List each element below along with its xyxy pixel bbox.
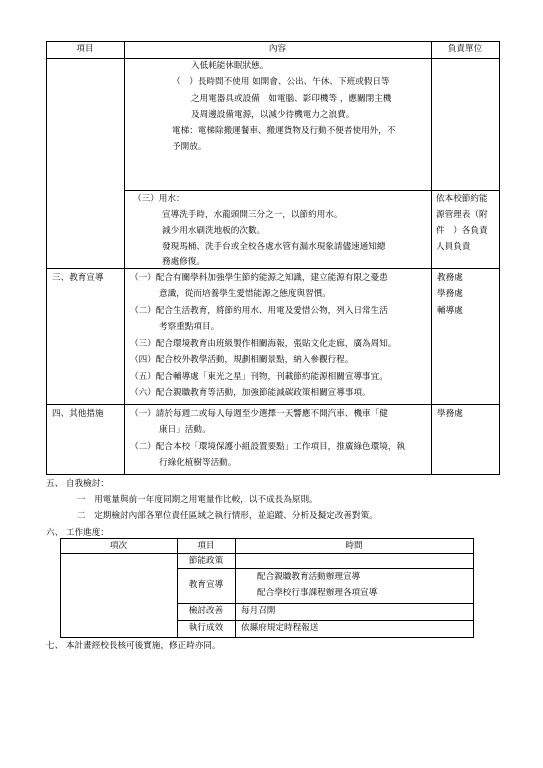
content-line: 及周邊設備電源，以減少待機電力之浪費。 [191, 110, 355, 120]
section-7-text: 七、 本計畫經校長核可後實施，修正時亦同。 [46, 641, 221, 651]
header-content: 內容 [268, 44, 287, 54]
row-item-label: 四、其他措施 [52, 409, 104, 419]
section-5-item: 一 用電量與前一年度同期之用電量作比較，以不成長為原則。 [77, 495, 318, 505]
table-rule [60, 538, 61, 638]
content-line: （一）請於每週二或每人每週至少選擇一天響應不開汽車、機車「健 [130, 409, 388, 419]
content-line: （六）配合親職教育等活動，加強節能減碳政策相關宣導事項。 [130, 388, 371, 398]
progress-row-time: 配合親職教育活動辦理宣導 [257, 572, 361, 582]
header-unit: 負責單位 [447, 44, 483, 54]
section-6-title: 六、 工作進度： [46, 528, 109, 538]
unit-line: 學務處 [437, 289, 463, 299]
content-line: （二）配合本校「環境保護小組設置要點」工作項目，推廣綠色環境，執 [130, 442, 406, 452]
content-line: （四）配合校外教學活動，規劃相關景點，納入參觀行程。 [130, 355, 354, 365]
content-line: 行綠化植樹等活動。 [159, 458, 237, 468]
content-line: （三）配合環境教育由班級製作相關海報，張貼文化走廊，廣為周知。 [130, 339, 397, 349]
table-rule [235, 538, 236, 638]
table-rule [499, 41, 500, 475]
content-line: （三）用水： [133, 194, 185, 204]
progress-row-item: 執行成效 [188, 623, 224, 633]
unit-line: 輔導處 [437, 306, 463, 316]
table-rule [60, 637, 474, 638]
content-line: 務處修復。 [162, 257, 205, 267]
progress-row-item: 教育宣導 [188, 580, 224, 590]
table-rule [124, 190, 500, 191]
unit-line: 件 ）各負責 [436, 226, 488, 236]
progress-row-time: 依縣府規定時程報送 [241, 623, 319, 633]
unit-line: 源管理表（附 [436, 210, 488, 220]
progress-row-item: 檢討改善 [188, 606, 224, 616]
content-line: （五）配合輔導處「東光之星」刊物，刊載節約能源相關宣導事宜。 [130, 372, 388, 382]
header-item: 項目 [76, 44, 94, 54]
content-line: 予開放。 [172, 142, 207, 152]
content-line: 康日」活動。 [159, 425, 211, 435]
table-rule [124, 41, 125, 475]
content-line: 電梯：電梯除搬運餐車、搬運貨物及行動不便者使用外，不 [172, 126, 396, 136]
table-rule [177, 620, 474, 621]
table-rule [60, 538, 474, 539]
content-line: 意識，從而培養學生愛惜能源之態度與習慣。 [159, 289, 331, 299]
table-rule [473, 538, 474, 638]
table-rule [60, 553, 474, 554]
unit-line: 人員負責 [436, 242, 471, 252]
content-line: （一）配合有關學科加強學生節約能源之知識，建立能源有限之憂患 [130, 273, 388, 283]
unit-line: 教務處 [437, 273, 463, 283]
content-line: 發現馬桶、洗手台或全校各處水管有漏水現象請儘速通知總 [162, 242, 386, 252]
content-line: 入低耗能休眠狀態。 [191, 61, 269, 71]
progress-header-index: 項次 [109, 541, 128, 551]
table-rule [177, 603, 474, 604]
content-line: 宣導洗手時，水龍頭開三分之一，以節約用水。 [162, 210, 343, 220]
table-rule [177, 568, 474, 569]
row-item-label: 三、教育宣導 [52, 273, 104, 283]
progress-row-time: 每月召開 [241, 606, 276, 616]
content-line: （二）配合生活教育，將節約用水、用電及愛惜公物，列入日常生活 [130, 306, 388, 316]
table-rule [46, 41, 47, 475]
content-line: 之用電器具或設備 如電腦、影印機等 ，應關閉主機 [191, 94, 392, 104]
progress-row-item: 節能政策 [188, 556, 224, 566]
content-line: 考察重點項目。 [159, 322, 220, 332]
progress-header-item: 項目 [197, 541, 215, 551]
unit-line: 依本校節約能 [436, 194, 488, 204]
table-rule [431, 41, 432, 475]
section-5-item: 二 定期檢討內部各單位責任區域之執行情形，並追蹤、分析及擬定改善對策。 [77, 511, 378, 521]
progress-header-time: 時間 [345, 541, 363, 551]
unit-line: 學務處 [437, 409, 463, 419]
content-line: （ ）長時間不使用 如開會、公出、午休、下班或假日等 [172, 77, 390, 87]
content-line: 減少用水刷洗地板的次數。 [162, 226, 266, 236]
progress-row-time: 配合學校行事課程辦理各項宣導 [257, 588, 378, 598]
section-5-title: 五、 自我檢討： [46, 479, 109, 489]
